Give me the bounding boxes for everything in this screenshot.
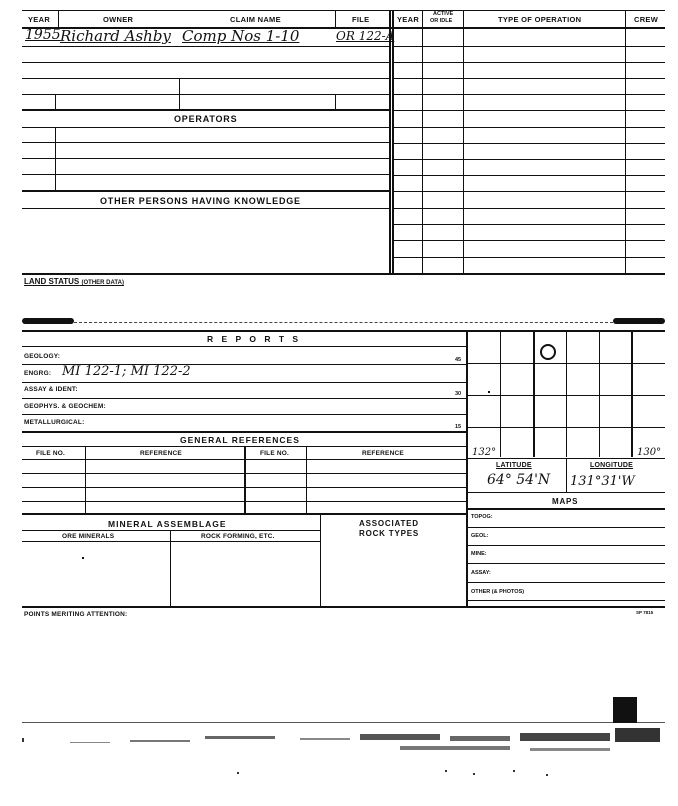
mineral-assemblage-heading: MINERAL ASSEMBLAGE (108, 519, 227, 529)
operators-heading: OPERATORS (174, 114, 238, 124)
reports-geophys-num: 30 (455, 391, 462, 397)
longitude-value: 131°31'W (570, 474, 635, 489)
map-corner-right: 130° (637, 447, 662, 458)
header-year-right: YEAR (397, 15, 420, 24)
reports-metallurgical-label: METALLURGICAL: (24, 419, 85, 426)
entry-year: 1955 (25, 27, 61, 43)
associated-rock-types-line2: ROCK TYPES (359, 529, 420, 538)
header-active-line1: ACTIVE (433, 11, 454, 17)
scan-mark-right (613, 318, 665, 324)
land-status-label: LAND STATUS (24, 277, 80, 286)
maps-assay-label: ASSAY: (471, 570, 491, 576)
latitude-label: LATITUDE (496, 462, 532, 469)
header-owner: OWNER (103, 15, 134, 24)
other-persons-heading: OTHER PERSONS HAVING KNOWLEDGE (100, 196, 301, 206)
reports-heading: R E P O R T S (207, 334, 302, 344)
location-dot (488, 391, 490, 393)
ref-header-file-no-2: FILE NO. (260, 450, 290, 457)
entry-owner: Richard Ashby (60, 27, 171, 45)
ref-header-reference-1: REFERENCE (140, 450, 182, 457)
maps-topog-label: TOPOG: (471, 514, 493, 520)
general-references-heading: GENERAL REFERENCES (180, 435, 300, 445)
reports-geophys-label: GEOPHYS. & GEOCHEM: (24, 403, 106, 410)
ore-mineral-dot (82, 557, 84, 559)
header-claim-name: CLAIM NAME (230, 15, 281, 24)
reports-assay-label: ASSAY & IDENT: (24, 386, 78, 393)
header-year: YEAR (28, 15, 51, 24)
entry-file: OR 122-A (336, 29, 395, 43)
header-type-of-operation: TYPE OF OPERATION (498, 15, 582, 24)
header-crew: CREW (634, 15, 659, 24)
latitude-value: 64° 54'N (487, 472, 551, 488)
ref-header-file-no-1: FILE NO. (36, 450, 66, 457)
entry-claim-name: Comp Nos 1-10 (182, 27, 300, 45)
rock-forming-header: ROCK FORMING, ETC. (201, 533, 275, 540)
associated-rock-types-line1: ASSOCIATED (359, 519, 419, 528)
location-circle-mark (540, 344, 556, 360)
maps-mine-label: MINE: (471, 551, 487, 557)
maps-heading: MAPS (552, 497, 579, 506)
reports-engrg-label: ENGRG: (24, 370, 52, 377)
ref-header-reference-2: REFERENCE (362, 450, 404, 457)
points-meriting-attention-label: POINTS MERITING ATTENTION: (24, 611, 128, 618)
scan-mark-bottom-right (613, 697, 637, 723)
land-status (24, 277, 124, 286)
maps-other-label: OTHER (& PHOTOS) (471, 589, 525, 595)
header-file: FILE (352, 15, 370, 24)
header-active-line2: OR IDLE (430, 18, 453, 24)
scan-mark-left (22, 318, 74, 324)
ore-minerals-header: ORE MINERALS (62, 533, 115, 540)
map-corner-left: 132° (472, 447, 497, 458)
reports-geology-label: GEOLOGY: (24, 353, 61, 360)
reports-engrg-value: MI 122-1; MI 122-2 (62, 364, 191, 379)
land-status-sublabel: (OTHER DATA) (81, 280, 124, 286)
longitude-label: LONGITUDE (590, 462, 634, 469)
form-number: SP 7815 (636, 610, 654, 615)
reports-metallurgical-num: 15 (455, 424, 462, 430)
maps-geol-label: GEOL: (471, 533, 489, 539)
reports-geology-num: 45 (455, 357, 462, 363)
